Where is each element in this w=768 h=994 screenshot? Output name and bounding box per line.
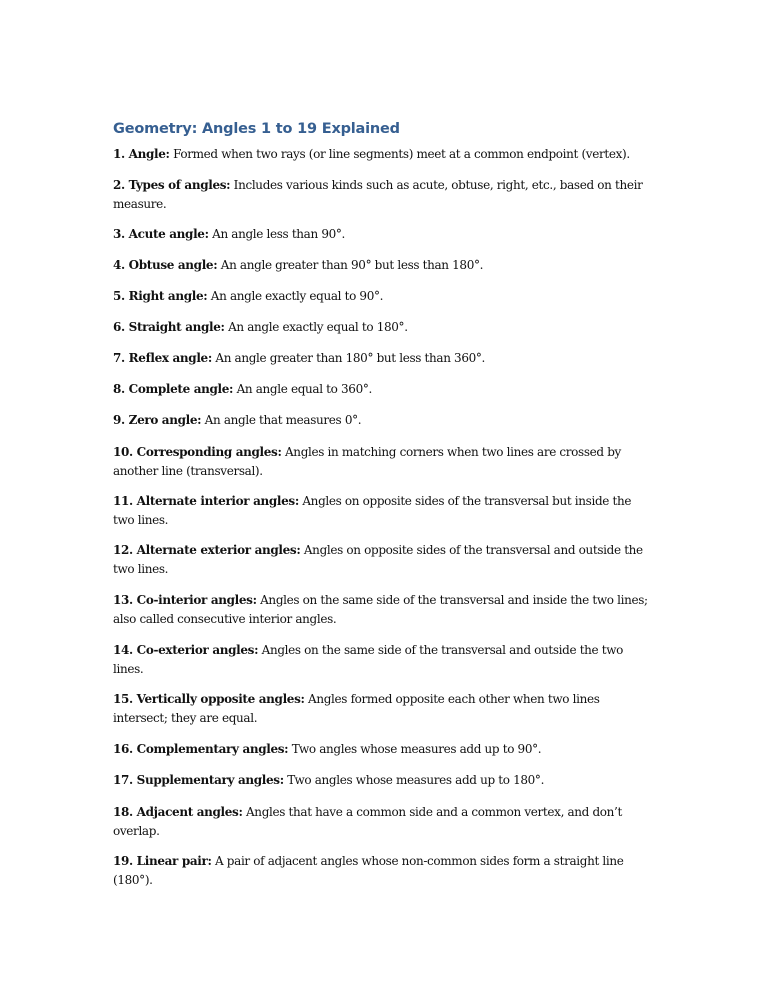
- term: 2. Types of angles:: [113, 178, 231, 192]
- definition: An angle less than 90°.: [208, 227, 346, 241]
- definition: A pair of adjacent angles whose non-common sides form a straight line (180°).: [113, 854, 624, 887]
- term: 19. Linear pair:: [113, 854, 212, 868]
- list-item-14: [113, 641, 653, 678]
- definition: An angle exactly equal to 90°.: [207, 289, 384, 303]
- document-title: Geometry: Angles 1 to 19 Explained: [113, 121, 400, 137]
- definition: Angles on opposite sides of the transversal but inside the two lines.: [113, 494, 632, 527]
- term: 18. Adjacent angles:: [113, 805, 243, 819]
- definition: An angle greater than 180° but less than 360°.: [211, 351, 486, 365]
- list-item-11: [113, 492, 653, 529]
- term: 5. Right angle:: [113, 289, 208, 303]
- list-item-13: [113, 591, 653, 628]
- list-item-9: [113, 411, 653, 430]
- definition: An angle greater than 90° but less than 180°.: [217, 258, 484, 272]
- list-item-19: [113, 852, 653, 889]
- term: 14. Co-exterior angles:: [113, 643, 259, 657]
- term: 11. Alternate interior angles:: [113, 494, 299, 508]
- definition: An angle exactly equal to 180°.: [224, 320, 408, 334]
- term: 8. Complete angle:: [113, 382, 234, 396]
- list-item-2: [113, 176, 653, 213]
- definition: Angles on opposite sides of the transversal and outside the two lines.: [113, 543, 643, 576]
- definition: An angle that measures 0°.: [201, 413, 362, 427]
- term: 13. Co-interior angles:: [113, 593, 257, 607]
- list-item-4: [113, 256, 653, 275]
- term: 1. Angle:: [113, 147, 170, 161]
- term: 12. Alternate exterior angles:: [113, 543, 301, 557]
- term: 6. Straight angle:: [113, 320, 225, 334]
- definition: Includes various kinds such as acute, obtuse, right, etc., based on their measure.: [113, 178, 643, 211]
- list-item-12: [113, 541, 653, 578]
- definition: Angles formed opposite each other when two lines intersect; they are equal.: [113, 692, 600, 725]
- term: 7. Reflex angle:: [113, 351, 212, 365]
- term: 17. Supplementary angles:: [113, 773, 284, 787]
- term: 10. Corresponding angles:: [113, 445, 282, 459]
- definition: Angles on the same side of the transversal and inside the two lines; also called consecutive interior angles.: [113, 593, 648, 626]
- definition: Angles in matching corners when two lines are crossed by another line (transversal).: [113, 445, 621, 478]
- list-item-16: [113, 740, 653, 759]
- definition: An angle equal to 360°.: [233, 382, 372, 396]
- definition: Angles that have a common side and a common vertex, and don’t overlap.: [113, 805, 622, 838]
- list-item-17: [113, 771, 653, 790]
- list-item-10: [113, 443, 653, 480]
- list-item-3: [113, 225, 653, 244]
- definition: Angles on the same side of the transversal and outside the two lines.: [113, 643, 624, 676]
- list-item-1: [113, 145, 653, 164]
- list-item-7: [113, 349, 653, 368]
- term: 3. Acute angle:: [113, 227, 209, 241]
- list-item-15: [113, 690, 653, 727]
- list-item-5: [113, 287, 653, 306]
- term: 16. Complementary angles:: [113, 742, 289, 756]
- term: 9. Zero angle:: [113, 413, 202, 427]
- list-item-8: [113, 380, 653, 399]
- definition: Formed when two rays (or line segments) meet at a common endpoint (vertex).: [169, 147, 630, 161]
- definition: Two angles whose measures add up to 90°.: [288, 742, 542, 756]
- term: 4. Obtuse angle:: [113, 258, 218, 272]
- list-item-18: [113, 803, 653, 840]
- list-item-6: [113, 318, 653, 337]
- term: 15. Vertically opposite angles:: [113, 692, 305, 706]
- definition: Two angles whose measures add up to 180°.: [283, 773, 545, 787]
